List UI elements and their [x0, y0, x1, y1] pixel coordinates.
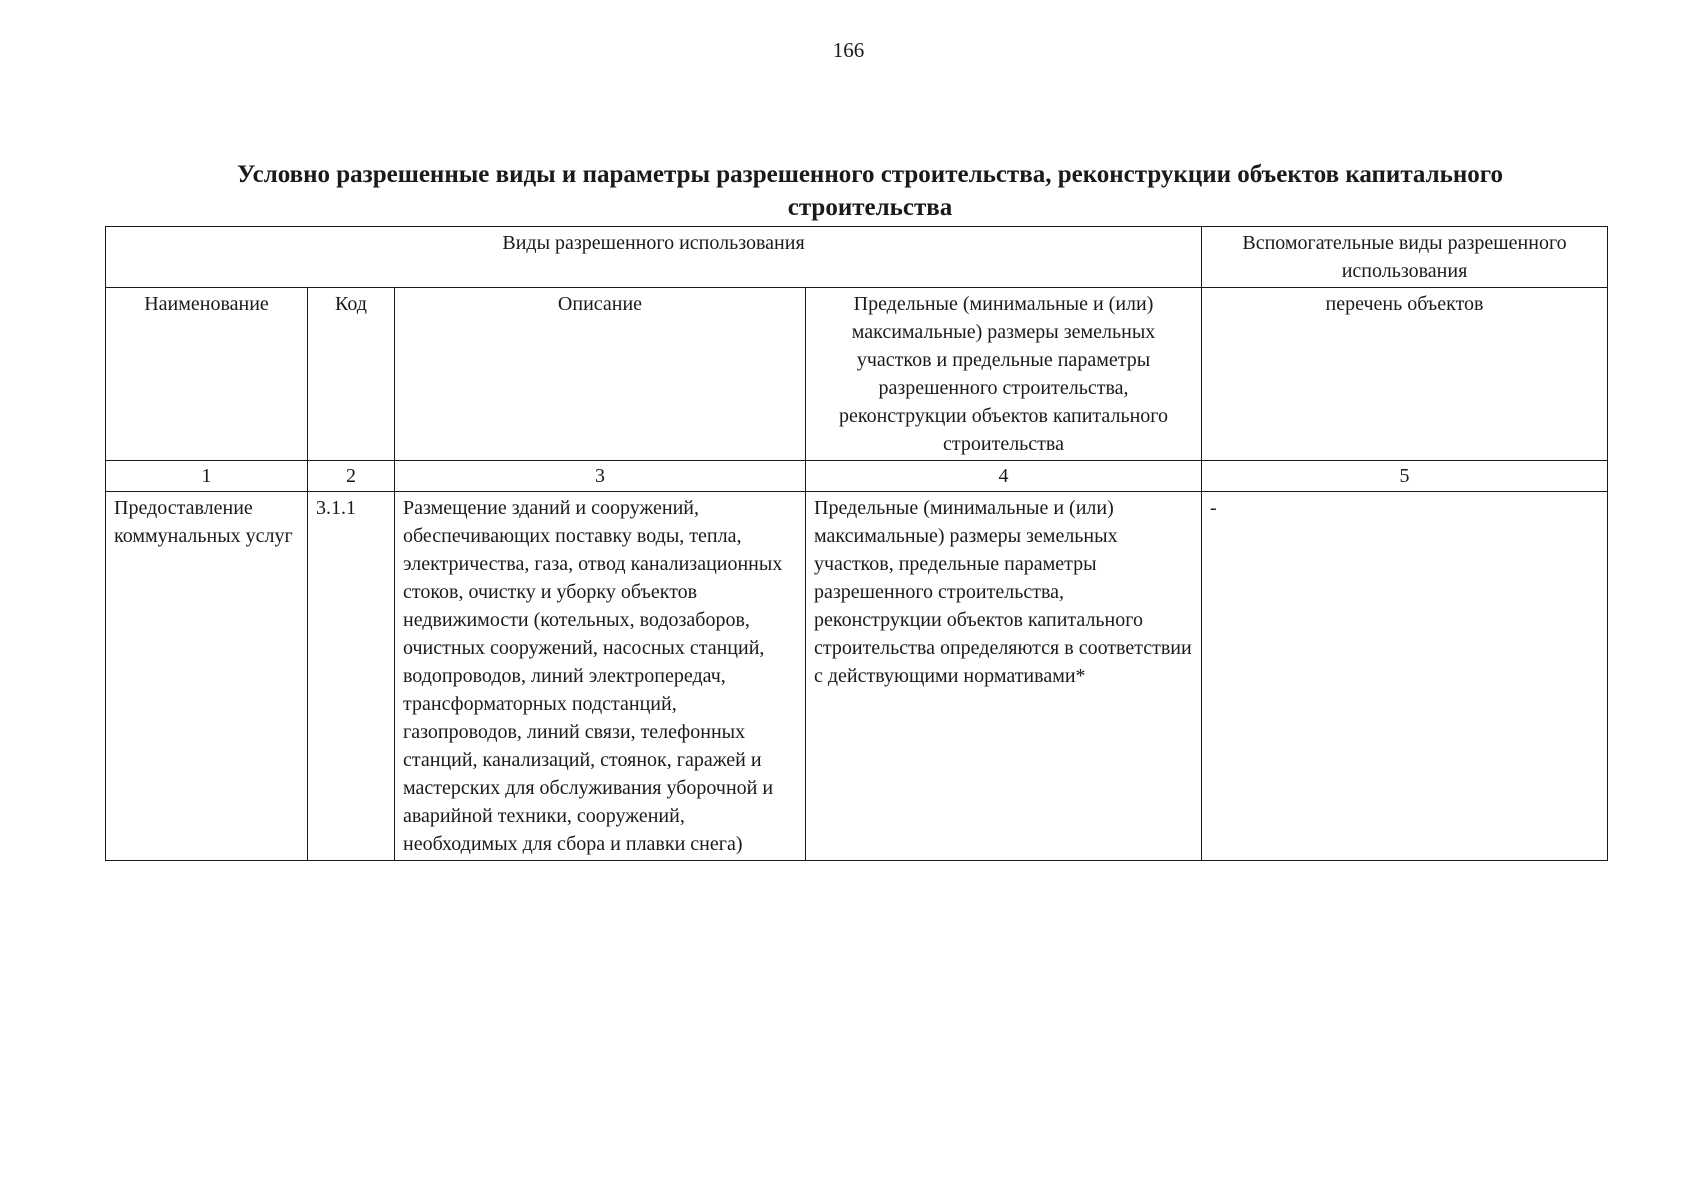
column-number: 1	[106, 461, 308, 492]
column-number-row	[106, 461, 1608, 492]
column-header-name: Наименование	[106, 288, 308, 461]
cell-limits: Предельные (минимальные и (или) максимальные) размеры земельных участков, предельные параметры разрешенного строительства, реконструкции объектов капитального строительства определяются в соответствии с действующими нормативами*	[806, 492, 1202, 861]
permitted-use-table	[105, 226, 1608, 861]
column-header-limits: Предельные (минимальные и (или) максимальные) размеры земельных участков и предельные параметры разрешенного строительства, реконструкции объектов капитального строительства	[806, 288, 1202, 461]
cell-objects: -	[1202, 492, 1608, 861]
table-row	[106, 492, 1608, 861]
column-number: 2	[308, 461, 395, 492]
column-header-objects: перечень объектов	[1202, 288, 1608, 461]
group-header-row	[106, 227, 1608, 288]
group-header-aux: Вспомогательные виды разрешенного использования	[1202, 227, 1608, 288]
column-header-code: Код	[308, 288, 395, 461]
column-number: 5	[1202, 461, 1608, 492]
column-header-description: Описание	[395, 288, 806, 461]
column-number: 3	[395, 461, 806, 492]
cell-description: Размещение зданий и сооружений, обеспечивающих поставку воды, тепла, электричества, газа, отвод канализационных стоков, очистку и уборку объектов недвижимости (котельных, водозаборов, очистных сооружений, насосных станций, водопроводов, линий электропередач, трансформаторных подстанций, газопроводов, линий связи, телефонных станций, канализаций, стоянок, гаражей и мастерских для обслуживания уборочной и аварийной техники, сооружений, необходимых для сбора и плавки снега)	[395, 492, 806, 861]
document-title: Условно разрешенные виды и параметры разрешенного строительства, реконструкции объектов капитального строительства	[236, 161, 1504, 221]
cell-name: Предоставление коммунальных услуг	[106, 492, 308, 861]
page-number: 166	[832, 38, 865, 62]
cell-code: 3.1.1	[308, 492, 395, 861]
column-number: 4	[806, 461, 1202, 492]
column-header-row	[106, 288, 1608, 461]
group-header-main: Виды разрешенного использования	[106, 227, 1202, 288]
